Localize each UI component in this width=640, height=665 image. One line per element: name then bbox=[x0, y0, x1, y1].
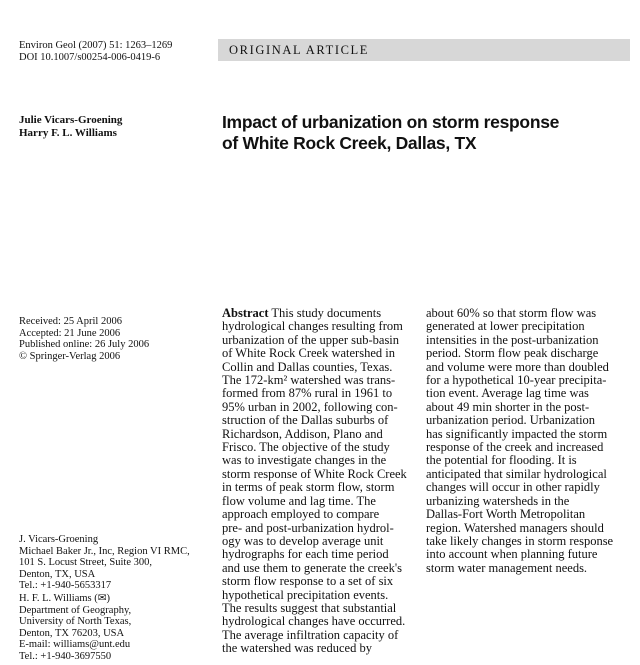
abstract-line: The average infiltration capacity of bbox=[222, 627, 399, 642]
abstract-line: hypothetical precipitation events. bbox=[222, 587, 389, 602]
abstract-line: The results suggest that substantial bbox=[222, 600, 397, 615]
title-line: of White Rock Creek, Dallas, TX bbox=[222, 133, 477, 153]
published-date: Published online: 26 July 2006 bbox=[19, 339, 150, 350]
abstract-text: This study documents bbox=[268, 306, 382, 320]
abstract-label: Abstract bbox=[222, 306, 269, 320]
received-date: Received: 25 April 2006 bbox=[19, 316, 122, 327]
article-history bbox=[19, 316, 149, 362]
abstract-line: about 49 min shorter in the post- bbox=[426, 399, 590, 414]
affiliation-line: J. Vicars-Groening bbox=[19, 534, 99, 545]
affiliation-first-author bbox=[19, 534, 190, 592]
article-title bbox=[222, 112, 632, 154]
abstract-line: into account when planning future bbox=[426, 547, 598, 562]
copyright-line: © Springer-Verlag 2006 bbox=[19, 350, 121, 362]
abstract-line: was to investigate changes in the bbox=[222, 453, 387, 468]
affiliation-line: Tel.: +1-940-3697550 bbox=[19, 650, 112, 662]
affiliation-line: 101 S. Locust Street, Suite 300, bbox=[19, 557, 152, 568]
abstract-line: period. Storm flow peak discharge bbox=[426, 346, 599, 361]
affiliation-line: Denton, TX 76203, USA bbox=[19, 627, 125, 639]
abstract-line: the watershed was reduced by bbox=[222, 641, 372, 656]
abstract-line: the potential for flooding. It is bbox=[426, 453, 577, 468]
abstract-line: storm response of White Rock Creek bbox=[222, 466, 407, 481]
abstract-line: urbanization period. Urbanization bbox=[426, 413, 596, 428]
abstract-line: Richardson, Addison, Plano and bbox=[222, 426, 383, 441]
abstract-line: anticipated that similar hydrological bbox=[426, 466, 607, 481]
abstract-line bbox=[222, 307, 407, 320]
abstract-line: in terms of peak storm flow, storm bbox=[222, 480, 395, 495]
abstract-line: generated at lower precipitation bbox=[426, 319, 585, 334]
abstract-line: about 60% so that storm flow was bbox=[426, 306, 597, 320]
abstract-line: hydrographs for each time period bbox=[222, 547, 389, 562]
abstract-column-1 bbox=[222, 307, 407, 656]
abstract-line: The 172-km² watershed was trans- bbox=[222, 373, 396, 388]
affiliation-second-author bbox=[19, 593, 131, 662]
journal-citation bbox=[19, 40, 172, 64]
abstract-line: for a hypothetical 10-year precipita- bbox=[426, 373, 607, 388]
abstract-line: struction of the Dallas suburbs of bbox=[222, 413, 389, 428]
affiliation-line: Michael Baker Jr., Inc, Region VI RMC, bbox=[19, 545, 190, 557]
abstract-line: has significantly impacted the storm bbox=[426, 426, 608, 441]
abstract-line: pre- and post-urbanization hydrol- bbox=[222, 520, 394, 535]
abstract-line: hydrological changes resulting from bbox=[222, 319, 403, 334]
section-banner bbox=[218, 39, 630, 61]
abstract-line: storm flow response to a set of six bbox=[222, 574, 394, 589]
doi-line: DOI 10.1007/s00254-006-0419-6 bbox=[19, 52, 161, 63]
abstract-line: hydrological changes have occurred. bbox=[222, 614, 406, 629]
abstract-line: ogy was to develop average unit bbox=[222, 533, 384, 548]
affiliation-line: University of North Texas, bbox=[19, 616, 132, 627]
affiliation-line: Denton, TX, USA bbox=[19, 568, 96, 580]
email-line[interactable]: E-mail: williams@unt.edu bbox=[19, 639, 131, 650]
abstract-line: formed from 87% rural in 1961 to bbox=[222, 386, 393, 401]
accepted-date: Accepted: 21 June 2006 bbox=[19, 327, 121, 339]
abstract-line: urbanizing watersheds in the bbox=[426, 493, 570, 508]
abstract-line: take likely changes in storm response bbox=[426, 533, 614, 548]
journal-line: Environ Geol (2007) 51: 1263–1269 bbox=[19, 40, 173, 51]
author-list bbox=[19, 114, 122, 140]
abstract-line: 95% urban in 2002, following con- bbox=[222, 399, 398, 414]
abstract-line: tion event. Average lag time was bbox=[426, 386, 589, 401]
author-name: Harry F. L. Williams bbox=[19, 127, 117, 139]
abstract-line: of White Rock Creek watershed in bbox=[222, 346, 395, 361]
abstract-line: and use them to generate the creek's bbox=[222, 560, 402, 575]
abstract-line: Dallas-Fort Worth Metropolitan bbox=[426, 507, 586, 522]
abstract-line: response of the creek and increased bbox=[426, 440, 604, 455]
abstract-line: intensities in the post-urbanization bbox=[426, 332, 599, 347]
section-label: ORIGINAL ARTICLE bbox=[229, 43, 369, 57]
abstract-line: Collin and Dallas counties, Texas. bbox=[222, 359, 393, 374]
title-line: Impact of urbanization on storm response bbox=[222, 112, 560, 132]
abstract-line: approach employed to compare bbox=[222, 507, 380, 522]
abstract-line: changes will occur in other rapidly bbox=[426, 480, 600, 495]
abstract-line: and volume were more than doubled bbox=[426, 359, 609, 374]
abstract-line: flow volume and lag time. The bbox=[222, 493, 376, 508]
affiliation-line: Tel.: +1-940-5653317 bbox=[19, 580, 112, 591]
abstract-line: Frisco. The objective of the study bbox=[222, 440, 390, 455]
abstract-column-2 bbox=[426, 307, 613, 575]
author-name: Julie Vicars-Groening bbox=[19, 114, 123, 126]
abstract-line: storm water management needs. bbox=[426, 560, 588, 575]
abstract-line: urbanization of the upper sub-basin bbox=[222, 332, 400, 347]
affiliation-line: H. F. L. Williams (✉) bbox=[19, 593, 111, 604]
abstract-line: region. Watershed managers should bbox=[426, 520, 604, 535]
affiliation-line: Department of Geography, bbox=[19, 604, 132, 616]
